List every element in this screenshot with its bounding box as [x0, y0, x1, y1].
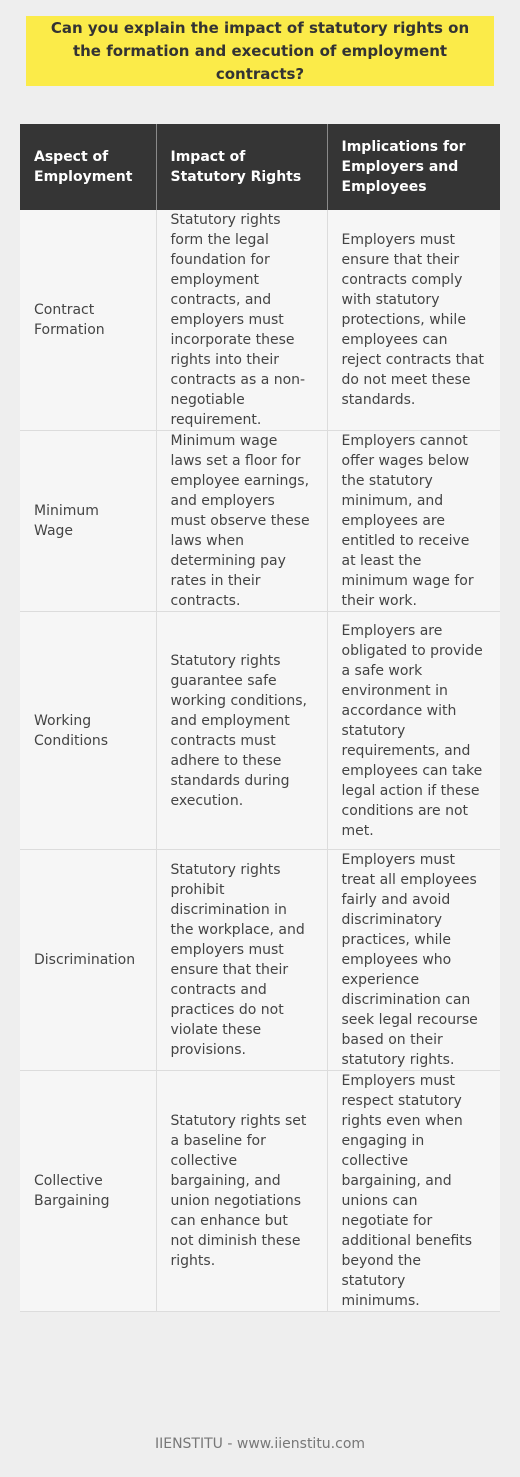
header-aspect: Aspect of Employment	[20, 124, 156, 210]
footer-credit: IIENSTITU - www.iienstitu.com	[154, 1436, 366, 1452]
aspect-cell: Minimum Wage	[20, 431, 156, 612]
table-header-row	[20, 124, 500, 210]
impact-cell: Statutory rights form the legal foundation for employment contracts, and employers must incorporate these rights into their contracts as a non-negotiable requirement.	[156, 210, 327, 431]
implications-cell: Employers are obligated to provide a safe work environment in accordance with statutory requirements, and employees can take legal action if these conditions are not met.	[327, 612, 500, 850]
table-row	[20, 612, 500, 850]
table-row	[20, 850, 500, 1071]
aspect-cell: Working Conditions	[20, 612, 156, 850]
table-row	[20, 1071, 500, 1312]
implications-cell: Employers must respect statutory rights even when engaging in collective bargaining, and unions can negotiate for additional benefits beyond the statutory minimums.	[327, 1071, 500, 1312]
table-row	[20, 210, 500, 431]
aspect-cell: Discrimination	[20, 850, 156, 1071]
impact-cell: Minimum wage laws set a floor for employee earnings, and employers must observe these laws when determining pay rates in their contracts.	[156, 431, 327, 612]
impact-cell: Statutory rights set a baseline for collective bargaining, and union negotiations can enhance but not diminish these rights.	[156, 1071, 327, 1312]
table-row	[20, 431, 500, 612]
impact-cell: Statutory rights prohibit discrimination in the workplace, and employers must ensure that their contracts and practices do not violate these provisions.	[156, 850, 327, 1071]
header-impact: Impact of Statutory Rights	[156, 124, 327, 210]
impact-cell: Statutory rights guarantee safe working conditions, and employment contracts must adhere to these standards during execution.	[156, 612, 327, 850]
rights-table	[20, 124, 500, 1312]
implications-cell: Employers must ensure that their contracts comply with statutory protections, while employees can reject contracts that do not meet these standards.	[327, 210, 500, 431]
implications-cell: Employers cannot offer wages below the statutory minimum, and employees are entitled to receive at least the minimum wage for their work.	[327, 431, 500, 612]
page-title: Can you explain the impact of statutory rights on the formation and execution of employment contracts?	[50, 18, 470, 83]
implications-cell: Employers must treat all employees fairly and avoid discriminatory practices, while employees who experience discrimination can seek legal recourse based on their statutory rights.	[327, 850, 500, 1071]
aspect-cell: Contract Formation	[20, 210, 156, 431]
title-banner	[26, 16, 494, 86]
aspect-cell: Collective Bargaining	[20, 1071, 156, 1312]
header-implications: Implications for Employers and Employees	[327, 124, 500, 210]
